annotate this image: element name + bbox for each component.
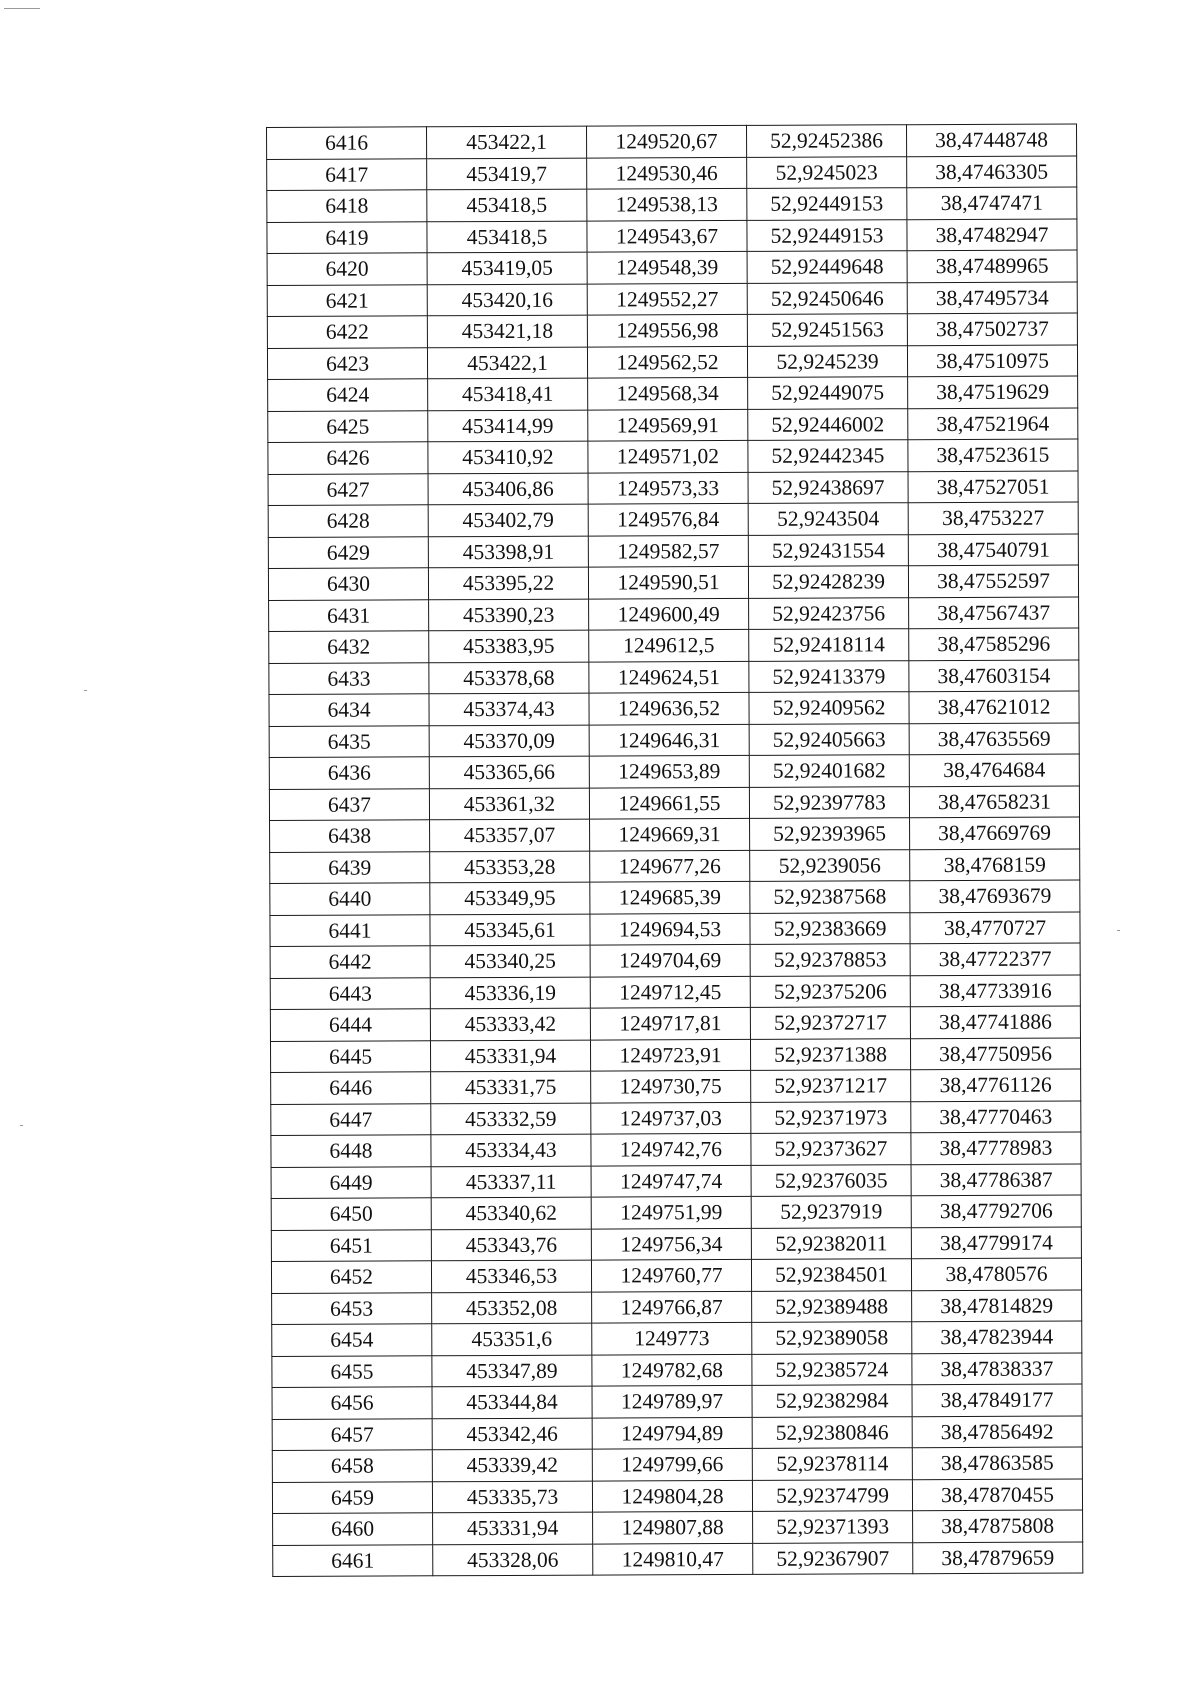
table-row [267,250,1077,285]
longitude-cell: 38,47502737 [907,313,1077,345]
table-row [272,1447,1082,1482]
point-number-cell: 6437 [269,788,429,820]
point-number-cell: 6452 [271,1261,431,1293]
x-coordinate-cell: 453336,19 [430,977,590,1009]
latitude-cell: 52,92449075 [748,377,908,409]
y-coordinate-cell: 1249568,34 [588,377,748,409]
y-coordinate-cell: 1249804,28 [592,1480,752,1512]
y-coordinate-cell: 1249723,91 [590,1039,750,1071]
point-number-cell: 6424 [268,379,428,411]
longitude-cell: 38,47621012 [909,691,1079,723]
y-coordinate-cell: 1249756,34 [591,1228,751,1260]
table-row [271,1226,1081,1261]
table-row [272,1384,1082,1419]
longitude-cell: 38,47510975 [907,344,1077,376]
longitude-cell: 38,47870455 [912,1478,1082,1510]
point-number-cell: 6418 [267,190,427,222]
x-coordinate-cell: 453422,1 [427,347,587,379]
x-coordinate-cell: 453383,95 [429,630,589,662]
latitude-cell: 52,92401682 [749,755,909,787]
latitude-cell: 52,92385724 [752,1353,912,1385]
latitude-cell: 52,92451563 [747,314,907,346]
table-row [271,1132,1081,1167]
y-coordinate-cell: 1249646,31 [589,724,749,756]
x-coordinate-cell: 453353,28 [430,851,590,883]
point-number-cell: 6441 [270,914,430,946]
scan-speck [84,690,87,691]
point-number-cell: 6421 [267,284,427,316]
point-number-cell: 6430 [268,568,428,600]
y-coordinate-cell: 1249556,98 [587,314,747,346]
table-row [270,943,1080,978]
longitude-cell: 38,4753227 [908,502,1078,534]
longitude-cell: 38,47814829 [912,1289,1082,1321]
point-number-cell: 6422 [267,316,427,348]
longitude-cell: 38,47527051 [908,470,1078,502]
y-coordinate-cell: 1249742,76 [591,1133,751,1165]
latitude-cell: 52,92382984 [752,1385,912,1417]
longitude-cell: 38,47799174 [911,1226,1081,1258]
y-coordinate-cell: 1249573,33 [588,472,748,504]
point-number-cell: 6460 [273,1513,433,1545]
x-coordinate-cell: 453395,22 [428,567,588,599]
latitude-cell: 52,92449648 [747,251,907,283]
latitude-cell: 52,92384501 [751,1259,911,1291]
x-coordinate-cell: 453332,59 [431,1103,591,1135]
table-row [269,722,1079,757]
point-number-cell: 6443 [270,977,430,1009]
longitude-cell: 38,47489965 [907,250,1077,282]
point-number-cell: 6447 [271,1103,431,1135]
latitude-cell: 52,92418114 [749,629,909,661]
point-number-cell: 6429 [268,536,428,568]
latitude-cell: 52,9245239 [747,345,907,377]
y-coordinate-cell: 1249538,13 [587,188,747,220]
y-coordinate-cell: 1249669,31 [590,818,750,850]
y-coordinate-cell: 1249552,27 [587,283,747,315]
table-row [271,1258,1081,1293]
point-number-cell: 6417 [267,158,427,190]
latitude-cell: 52,9245023 [747,156,907,188]
point-number-cell: 6426 [268,442,428,474]
latitude-cell: 52,92382011 [751,1227,911,1259]
longitude-cell: 38,47482947 [907,218,1077,250]
point-number-cell: 6435 [269,725,429,757]
x-coordinate-cell: 453335,73 [432,1481,592,1513]
latitude-cell: 52,92442345 [748,440,908,472]
x-coordinate-cell: 453402,79 [428,504,588,536]
table-row [270,974,1080,1009]
point-number-cell: 6449 [271,1166,431,1198]
y-coordinate-cell: 1249730,75 [591,1070,751,1102]
y-coordinate-cell: 1249751,99 [591,1196,751,1228]
x-coordinate-cell: 453331,75 [431,1071,591,1103]
table-row [267,187,1077,222]
longitude-cell: 38,47750956 [910,1037,1080,1069]
x-coordinate-cell: 453357,07 [430,819,590,851]
table-row [272,1415,1082,1450]
longitude-cell: 38,47849177 [912,1384,1082,1416]
point-number-cell: 6416 [267,127,427,159]
longitude-cell: 38,4780576 [911,1258,1081,1290]
point-number-cell: 6458 [272,1450,432,1482]
y-coordinate-cell: 1249582,57 [588,535,748,567]
point-number-cell: 6445 [270,1040,430,1072]
table-row [269,596,1079,631]
longitude-cell: 38,47823944 [912,1321,1082,1353]
table-row [268,565,1078,600]
scan-speck [1117,930,1120,931]
point-number-cell: 6436 [269,757,429,789]
table-row [273,1510,1083,1545]
point-number-cell: 6427 [268,473,428,505]
x-coordinate-cell: 453406,86 [428,473,588,505]
latitude-cell: 52,9237919 [751,1196,911,1228]
x-coordinate-cell: 453333,42 [430,1008,590,1040]
point-number-cell: 6457 [272,1418,432,1450]
longitude-cell: 38,47741886 [910,1006,1080,1038]
y-coordinate-cell: 1249612,5 [589,629,749,661]
longitude-cell: 38,4747471 [907,187,1077,219]
point-number-cell: 6419 [267,221,427,253]
x-coordinate-cell: 453378,68 [429,662,589,694]
y-coordinate-cell: 1249569,91 [588,409,748,441]
x-coordinate-cell: 453418,41 [428,378,588,410]
x-coordinate-cell: 453374,43 [429,693,589,725]
table-row [271,1163,1081,1198]
x-coordinate-cell: 453419,7 [427,158,587,190]
y-coordinate-cell: 1249704,69 [590,944,750,976]
x-coordinate-cell: 453422,1 [427,126,587,158]
longitude-cell: 38,47603154 [909,659,1079,691]
point-number-cell: 6453 [272,1292,432,1324]
x-coordinate-cell: 453365,66 [429,756,589,788]
x-coordinate-cell: 453410,92 [428,441,588,473]
longitude-cell: 38,47722377 [910,943,1080,975]
table-row [270,911,1080,946]
longitude-cell: 38,47733916 [910,974,1080,1006]
y-coordinate-cell: 1249773 [592,1322,752,1354]
x-coordinate-cell: 453361,32 [429,788,589,820]
x-coordinate-cell: 453398,91 [428,536,588,568]
y-coordinate-cell: 1249685,39 [590,881,750,913]
latitude-cell: 52,92423756 [749,597,909,629]
latitude-cell: 52,92383669 [750,912,910,944]
table-row [272,1352,1082,1387]
y-coordinate-cell: 1249760,77 [591,1259,751,1291]
table-row [271,1069,1081,1104]
latitude-cell: 52,92367907 [753,1542,913,1574]
x-coordinate-cell: 453349,95 [430,882,590,914]
coordinates-table [266,123,1083,1577]
latitude-cell: 52,92450646 [747,282,907,314]
y-coordinate-cell: 1249810,47 [593,1543,753,1575]
y-coordinate-cell: 1249694,53 [590,913,750,945]
table-row [267,218,1077,253]
longitude-cell: 38,47540791 [908,533,1078,565]
longitude-cell: 38,4768159 [910,848,1080,880]
x-coordinate-cell: 453418,5 [427,221,587,253]
point-number-cell: 6423 [267,347,427,379]
x-coordinate-cell: 453342,46 [432,1418,592,1450]
table-row [271,1100,1081,1135]
point-number-cell: 6425 [268,410,428,442]
longitude-cell: 38,47838337 [912,1352,1082,1384]
x-coordinate-cell: 453344,84 [432,1386,592,1418]
y-coordinate-cell: 1249717,81 [590,1007,750,1039]
point-number-cell: 6440 [270,883,430,915]
point-number-cell: 6420 [267,253,427,285]
longitude-cell: 38,47879659 [913,1541,1083,1573]
scan-speck [20,1125,23,1126]
longitude-cell: 38,47463305 [907,155,1077,187]
scan-speck [4,8,40,9]
x-coordinate-cell: 453351,6 [432,1323,592,1355]
table-row [271,1195,1081,1230]
latitude-cell: 52,92372717 [750,1007,910,1039]
table-row [268,376,1078,411]
table-row [268,439,1078,474]
latitude-cell: 52,92371217 [751,1070,911,1102]
x-coordinate-cell: 453352,08 [432,1292,592,1324]
table-row [270,1006,1080,1041]
longitude-cell: 38,47635569 [909,722,1079,754]
x-coordinate-cell: 453418,5 [427,189,587,221]
x-coordinate-cell: 453347,89 [432,1355,592,1387]
y-coordinate-cell: 1249548,39 [587,251,747,283]
point-number-cell: 6461 [273,1544,433,1576]
point-number-cell: 6456 [272,1387,432,1419]
y-coordinate-cell: 1249543,67 [587,220,747,252]
latitude-cell: 52,92371973 [751,1101,911,1133]
latitude-cell: 52,92373627 [751,1133,911,1165]
y-coordinate-cell: 1249712,45 [590,976,750,1008]
table-row [269,628,1079,663]
longitude-cell: 38,47523615 [908,439,1078,471]
table-row [272,1289,1082,1324]
x-coordinate-cell: 453328,06 [433,1544,593,1576]
x-coordinate-cell: 453334,43 [431,1134,591,1166]
latitude-cell: 52,92376035 [751,1164,911,1196]
table-row [270,848,1080,883]
x-coordinate-cell: 453421,18 [427,315,587,347]
x-coordinate-cell: 453346,53 [431,1260,591,1292]
latitude-cell: 52,92409562 [749,692,909,724]
y-coordinate-cell: 1249520,67 [586,125,746,157]
y-coordinate-cell: 1249562,52 [587,346,747,378]
longitude-cell: 38,4764684 [909,754,1079,786]
latitude-cell: 52,92405663 [749,723,909,755]
latitude-cell: 52,92371393 [753,1511,913,1543]
latitude-cell: 52,92452386 [746,125,906,157]
longitude-cell: 38,4770727 [910,911,1080,943]
y-coordinate-cell: 1249530,46 [587,157,747,189]
coordinates-table-body [267,124,1083,1577]
latitude-cell: 52,92438697 [748,471,908,503]
latitude-cell: 52,92449153 [747,219,907,251]
table-row [268,502,1078,537]
y-coordinate-cell: 1249624,51 [589,661,749,693]
latitude-cell: 52,92380846 [752,1416,912,1448]
latitude-cell: 52,92428239 [748,566,908,598]
longitude-cell: 38,47875808 [913,1510,1083,1542]
y-coordinate-cell: 1249789,97 [592,1385,752,1417]
table-row [267,124,1077,159]
latitude-cell: 52,92397783 [749,786,909,818]
point-number-cell: 6450 [271,1198,431,1230]
latitude-cell: 52,92449153 [747,188,907,220]
x-coordinate-cell: 453339,42 [432,1449,592,1481]
longitude-cell: 38,47761126 [911,1069,1081,1101]
y-coordinate-cell: 1249807,88 [593,1511,753,1543]
y-coordinate-cell: 1249782,68 [592,1354,752,1386]
y-coordinate-cell: 1249661,55 [589,787,749,819]
point-number-cell: 6444 [270,1009,430,1041]
point-number-cell: 6446 [271,1072,431,1104]
y-coordinate-cell: 1249794,89 [592,1417,752,1449]
table-row [269,659,1079,694]
x-coordinate-cell: 453370,09 [429,725,589,757]
longitude-cell: 38,47552597 [908,565,1078,597]
point-number-cell: 6434 [269,694,429,726]
latitude-cell: 52,9243504 [748,503,908,535]
x-coordinate-cell: 453419,05 [427,252,587,284]
table-row [273,1541,1083,1576]
point-number-cell: 6432 [269,631,429,663]
latitude-cell: 52,92389058 [752,1322,912,1354]
x-coordinate-cell: 453331,94 [433,1512,593,1544]
point-number-cell: 6433 [269,662,429,694]
point-number-cell: 6459 [272,1481,432,1513]
x-coordinate-cell: 453420,16 [427,284,587,316]
y-coordinate-cell: 1249571,02 [588,440,748,472]
point-number-cell: 6454 [272,1324,432,1356]
point-number-cell: 6431 [269,599,429,631]
longitude-cell: 38,47658231 [909,785,1079,817]
y-coordinate-cell: 1249590,51 [588,566,748,598]
y-coordinate-cell: 1249747,74 [591,1165,751,1197]
latitude-cell: 52,92446002 [748,408,908,440]
longitude-cell: 38,47693679 [910,880,1080,912]
table-row [270,817,1080,852]
table-row [268,470,1078,505]
table-row [268,533,1078,568]
y-coordinate-cell: 1249653,89 [589,755,749,787]
x-coordinate-cell: 453337,11 [431,1166,591,1198]
x-coordinate-cell: 453343,76 [431,1229,591,1261]
latitude-cell: 52,92393965 [750,818,910,850]
longitude-cell: 38,47863585 [912,1447,1082,1479]
table-row [270,1037,1080,1072]
latitude-cell: 52,92413379 [749,660,909,692]
x-coordinate-cell: 453345,61 [430,914,590,946]
latitude-cell: 52,92378853 [750,944,910,976]
y-coordinate-cell: 1249799,66 [592,1448,752,1480]
longitude-cell: 38,47669769 [910,817,1080,849]
table-row [267,155,1077,190]
longitude-cell: 38,47519629 [908,376,1078,408]
latitude-cell: 52,92375206 [750,975,910,1007]
point-number-cell: 6438 [270,820,430,852]
table-row [269,785,1079,820]
latitude-cell: 52,92387568 [750,881,910,913]
point-number-cell: 6442 [270,946,430,978]
longitude-cell: 38,47567437 [909,596,1079,628]
y-coordinate-cell: 1249677,26 [590,850,750,882]
point-number-cell: 6451 [271,1229,431,1261]
y-coordinate-cell: 1249766,87 [592,1291,752,1323]
table-row [267,313,1077,348]
longitude-cell: 38,47770463 [911,1100,1081,1132]
longitude-cell: 38,47792706 [911,1195,1081,1227]
x-coordinate-cell: 453340,25 [430,945,590,977]
longitude-cell: 38,47778983 [911,1132,1081,1164]
table-row [269,754,1079,789]
longitude-cell: 38,47495734 [907,281,1077,313]
x-coordinate-cell: 453390,23 [429,599,589,631]
table-row [267,344,1077,379]
point-number-cell: 6448 [271,1135,431,1167]
latitude-cell: 52,92431554 [748,534,908,566]
latitude-cell: 52,92374799 [752,1479,912,1511]
y-coordinate-cell: 1249600,49 [589,598,749,630]
longitude-cell: 38,47448748 [906,124,1076,156]
point-number-cell: 6439 [270,851,430,883]
table-row [269,691,1079,726]
latitude-cell: 52,92371388 [750,1038,910,1070]
x-coordinate-cell: 453414,99 [428,410,588,442]
y-coordinate-cell: 1249636,52 [589,692,749,724]
table-row [268,407,1078,442]
y-coordinate-cell: 1249737,03 [591,1102,751,1134]
table-row [267,281,1077,316]
point-number-cell: 6455 [272,1355,432,1387]
table-row [270,880,1080,915]
latitude-cell: 52,92378114 [752,1448,912,1480]
x-coordinate-cell: 453331,94 [430,1040,590,1072]
longitude-cell: 38,47856492 [912,1415,1082,1447]
table-row [272,1321,1082,1356]
longitude-cell: 38,47521964 [908,407,1078,439]
latitude-cell: 52,92389488 [752,1290,912,1322]
point-number-cell: 6428 [268,505,428,537]
longitude-cell: 38,47786387 [911,1163,1081,1195]
x-coordinate-cell: 453340,62 [431,1197,591,1229]
y-coordinate-cell: 1249576,84 [588,503,748,535]
table-row [272,1478,1082,1513]
latitude-cell: 52,9239056 [750,849,910,881]
longitude-cell: 38,47585296 [909,628,1079,660]
